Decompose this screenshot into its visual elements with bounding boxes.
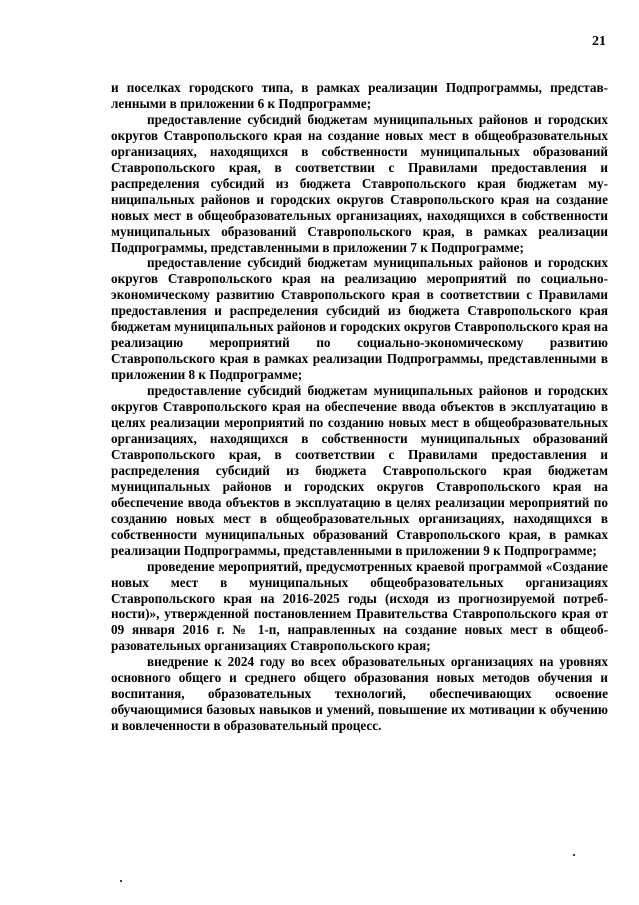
paragraph-subsidy-commissioning: предоставление субсидий бюджетам муниципальных районов и городских округов Ставропольского края на обеспечение ввода объектов в эксплуатацию в целях реализации мероприятий по созданию новых мест в общеобразовательных организациях, находящихся в собственности муниципальных образований Ставропольского края, в соответствии с Правилами предоставления и распределения субсидий из бюджета Ставропольского края бюджетам муниципальных районов и городских округов Ставропольского края на обеспечение ввода объектов в эксплуатацию в целях реализации мероприятий по созданию новых мест в общеобразовательных организациях, находящихся в собственности муниципальных образований Ставропольского края, в рамках реализации Подпрограммы, представленными в приложении 9 к Подпрограмме; [111, 383, 608, 558]
paragraph-regional-program: проведение мероприятий, предусмотренных краевой программой «Создание новых мест в муниципальных общеобразовательных организациях Ставропольского края на 2016-2025 годы (исходя из прогнозируемой потребности)», утвержденной постановлением Правительства Ставропольского края от 09 января 2016 г. № 1-п, направленных на создание новых мест в общеобразовательных организациях Ставропольского края; [111, 558, 608, 654]
paragraph-subsidy-socio-economic: предоставление субсидий бюджетам муниципальных районов и городских округов Ставропольского края на реализацию мероприятий по социально-экономическому развитию Ставропольского края в соответствии с Правилами предоставления и распределения субсидий из бюджета Ставропольского края бюджетам муниципальных районов и городских округов Ставропольского края на реализацию мероприятий по социально-экономическому развитию Ставропольского края в рамках реализации Подпрограммы, представленными в приложении 8 к Подпрограмме; [111, 255, 608, 383]
paragraph-subsidy-new-places: предоставление субсидий бюджетам муниципальных районов и городских округов Ставропольского края на создание новых мест в общеобразовательных организациях, находящихся в собственности муниципальных образований Ставропольского края, в соответствии с Правилами предоставления и распределения субсидий из бюджета Ставропольского края бюджетам муниципальных районов и городских округов Ставропольского края на создание новых мест в общеобразовательных организациях, находящихся в собственности муниципальных образований Ставропольского края, в рамках реализации Подпрограммы, представленными в приложении 7 к Подпрограмме; [111, 111, 608, 255]
page-number: 21 [592, 34, 606, 49]
scan-speck [573, 854, 575, 856]
paragraph-continuation: и поселках городского типа, в рамках реализации Подпрограммы, представленными в приложении 6 к Подпрограмме; [111, 80, 608, 111]
paragraph-new-methods-2024: внедрение к 2024 году во всех образовательных организациях на уровнях основного общего и среднего общего образования новых методов обучения и воспитания, образовательных технологий, обеспечивающих освоение обучающимися базовых навыков и умений, повышение их мотивации к обучению и вовлеченности в образовательный процесс. [111, 654, 608, 734]
scan-speck [120, 880, 122, 882]
body-text [111, 80, 608, 734]
